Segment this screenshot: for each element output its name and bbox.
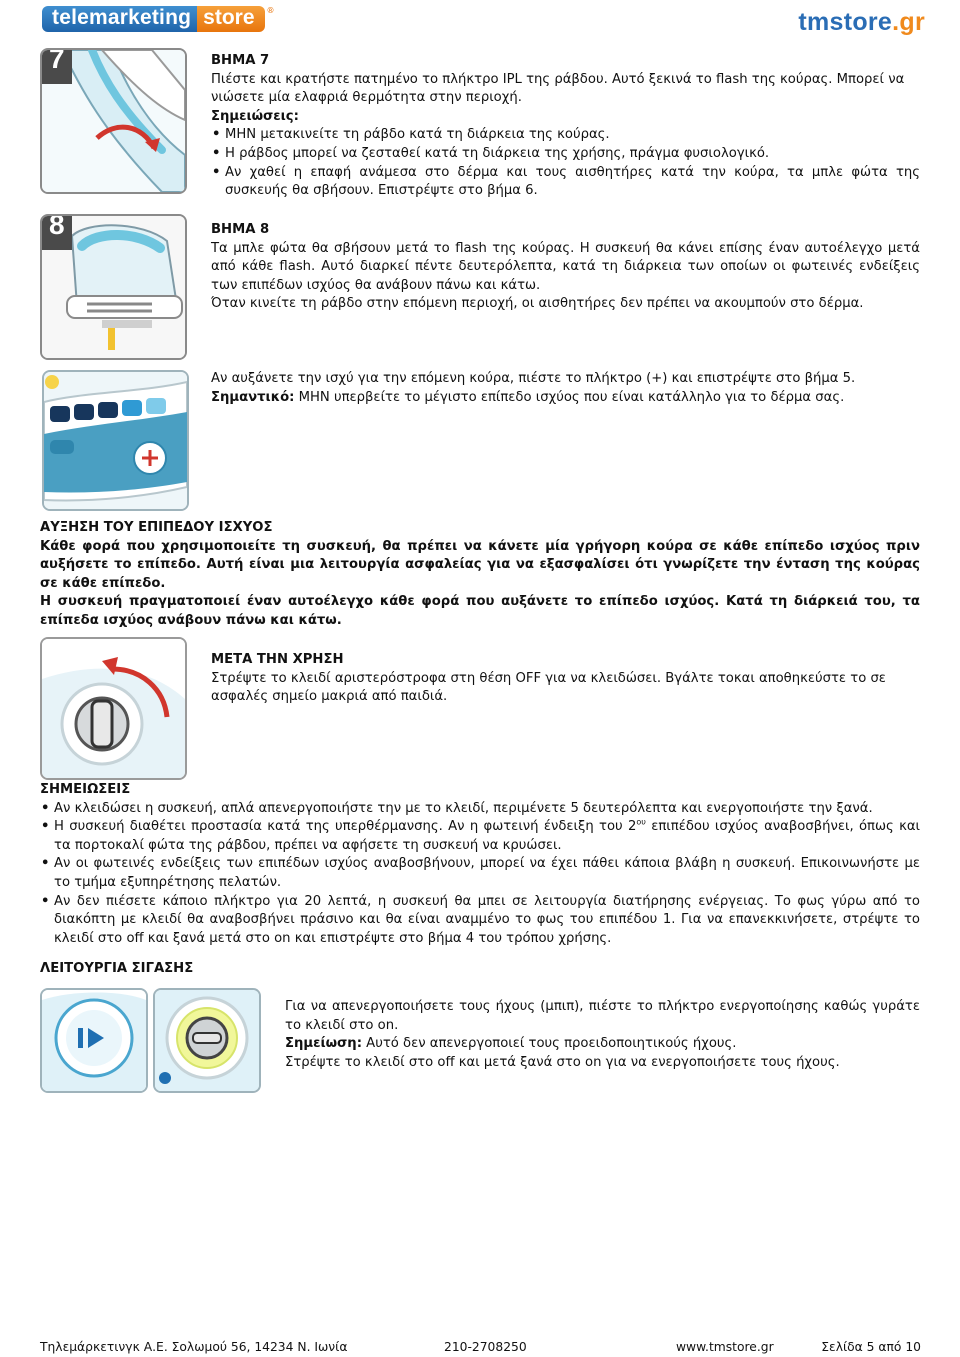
telemarketing-store-logo (42, 2, 275, 36)
step8-text-2: Όταν κινείτε τη ράβδο στην επόμενη περιοχή, οι αισθητήρες δεν πρέπει να ακουμπούν στο δέρμα. (211, 296, 864, 312)
list-item (40, 818, 920, 855)
increase-paragraph-1: Κάθε φορά που χρησιμοποιείτε τη συσκευή, θα πρέπει να κάνετε μία γρήγορη κούρα σε κάθε επίπεδο ισχύος πριν αυξήσετε το επίπεδο. Αυτή είναι μια λειτουργία ασφαλείας για να εξασφαλίσει ότι γνωρίζετε την ένταση της κούρας σε κάθε επίπεδο. (40, 538, 920, 591)
key-on-illustration (153, 988, 261, 1093)
brand-tmstore: tmstore (798, 8, 893, 36)
after-use-title: ΜΕΤΑ ΤΗΝ ΧΡΗΣΗ (211, 652, 344, 667)
key-switch-illustration (40, 637, 187, 780)
list-item: • Αν κλειδώσει η συσκευή, απλά απενεργοποιήστε την με το κλειδί, περιμένετε 5 δευτερόλεπτα και ενεργοποιήστε την ξανά. (40, 800, 920, 819)
increase-paragraph-2: Η συσκευή πραγματοποιεί έναν αυτοέλεγχο κάθε φορά που αυξάνετε το επίπεδο ισχύος. Κατά τη διάρκειά του, τα επίπεδα ισχύος ανάβουν πάνω και κάτω. (40, 594, 920, 628)
power-up-section (211, 370, 920, 407)
notes-b2-part-2: επιπέδου ισχύος αναβοσβήνει, όπως και τα πορτοκαλί φώτα της ράβδου, πρέπει να αφήσετε τη συσκευή να κρυώσει. (54, 819, 920, 853)
footer-page-number: Σελίδα 5 από 10 (821, 1340, 921, 1354)
power-up-text: Αν αυξάνετε την ισχύ για την επόμενη κούρα, πιέστε το πλήκτρο (+) και επιστρέψτε στο βήμα 5. (211, 371, 856, 386)
tmstore-brand (798, 8, 925, 36)
footer-website[interactable]: www.tmstore.gr (676, 1340, 774, 1354)
step8-illustration (40, 214, 187, 360)
step7-title: ΒΗΜΑ 7 (211, 53, 270, 68)
notes-list (40, 800, 920, 949)
logo-telemarketing: telemarketing (42, 6, 197, 33)
logo-store: store (197, 6, 264, 33)
mute-title: ΛΕΙΤΟΥΡΓΙΑ ΣΙΓΑΣΗΣ (40, 961, 194, 976)
list-item: • Αν δεν πιέσετε κάποιο πλήκτρο για 20 λεπτά, η συσκευή θα μπει σε λειτουργία διατήρησης ενέργειας. Το φως γύρω από το διακόπτη με κλειδί θα αναβοσβήνει πράσινο και θα είναι αναμμένο το φως του επιπέδου 1. Για να επανεκκινήσετε, στρέψτε το κλειδί στο off και ξανά μετά στο on και επιστρέψτε στο βήμα 4 του τρόπου χρήσης. (40, 893, 920, 949)
step8-section (211, 221, 920, 314)
step7-illustration (40, 48, 187, 194)
step7-notes-label: Σημειώσεις: (211, 108, 299, 124)
power-up-important (211, 389, 920, 408)
mute-text-1: Για να απενεργοποιήσετε τους ήχους (μπιπ), πιέστε το πλήκτρο ενεργοποίησης καθώς γυράτε το κλειδί στο on. (285, 999, 920, 1033)
mute-text-2: Στρέψτε το κλειδί στο off και μετά ξανά στο on για να ενεργοποιήσετε τους ήχους. (285, 1054, 840, 1070)
after-use-section (211, 651, 920, 707)
after-use-text: Στρέψτε το κλειδί αριστερόστροφα στη θέση OFF για να κλειδώσει. Βγάλτε τοκαι αποθηκεύστε το σε ασφαλές σημείο μακριά από παιδιά. (211, 670, 886, 705)
notes-title: ΣΗΜΕΙΩΣΕΙΣ (40, 782, 131, 797)
important-text: ΜΗΝ υπερβείτε το μέγιστο επίπεδο ισχύος που είναι κατάλληλο για το δέρμα σας. (294, 389, 845, 405)
list-item: • Αν οι φωτεινές ενδείξεις των επιπέδων ισχύος αναβοσβήνουν, μπορεί να έχει πάθει κάποια βλάβη η συσκευή. Επικοινωνήστε με το τμήμα εξυπηρέτησης πελατών. (40, 855, 920, 892)
step7-section (211, 52, 920, 201)
increase-power-section (40, 519, 920, 631)
notes-section (40, 781, 920, 948)
logo-registered-mark: ® (266, 6, 275, 15)
footer-phone: 210-2708250 (444, 1340, 527, 1354)
mute-button-illustration (40, 988, 148, 1093)
mute-note (285, 1035, 920, 1054)
mute-note-text: Αυτό δεν απενεργοποιεί τους προειδοποιητικούς ήχους. (361, 1036, 737, 1052)
step7-number: 7 (49, 48, 65, 74)
list-item: • Η ράβδος μπορεί να ζεσταθεί κατά τη διάρκεια της χρήσης, πράγμα φυσιολογικό. (211, 145, 920, 164)
increase-title: ΑΥΞΗΣΗ ΤΟΥ ΕΠΙΠΕΔΟΥ ΙΣΧΥΟΣ (40, 520, 273, 535)
footer-company: Τηλεμάρκετινγκ Α.Ε. Σολωμού 56, 14234 Ν. Ιωνία (40, 1340, 348, 1354)
notes-b2-superscript: ου (636, 817, 646, 827)
step7-notes-list (211, 126, 920, 200)
power-panel-illustration (42, 370, 189, 511)
step8-text: Τα μπλε φώτα θα σβήσουν μετά το flash της κούρας. Η συσκευή θα κάνει επίσης έναν αυτοέλεγχο μετά από κάθε flash. Αυτό διαρκεί πέντε δευτερόλεπτα, κατά τη διάρκεια των οποίων οι φωτεινές ενδείξεις των επιπέδων ισχύος θα ανάβουν πάνω και κάτω. (211, 240, 920, 293)
step8-title: ΒΗΜΑ 8 (211, 222, 270, 237)
mute-note-label: Σημείωση: (285, 1036, 362, 1052)
list-item: • ΜΗΝ μετακινείτε τη ράβδο κατά τη διάρκεια της κούρας. (211, 126, 920, 145)
list-item: • Αν χαθεί η επαφή ανάμεσα στο δέρμα και τους αισθητήρες κατά την κούρα, τα μπλε φώτα της συσκευής θα σβήσουν. Επιστρέψτε στο βήμα 6. (211, 164, 920, 201)
notes-b2-part-1: Η συσκευή διαθέτει προστασία κατά της υπερθέρμανσης. Αν η φωτεινή ένδειξη του 2 (54, 819, 637, 835)
step8-number: 8 (49, 214, 65, 240)
important-label: Σημαντικό: (211, 389, 295, 405)
step7-text: Πιέστε και κρατήστε πατημένο το πλήκτρο IPL της ράβδου. Αυτό ξεκινά το flash της κούρας. Μπορεί να νιώσετε μία ελαφριά θερμότητα στην περιοχή. (211, 71, 905, 106)
brand-gr: .gr (892, 8, 925, 36)
mute-section (285, 998, 920, 1072)
